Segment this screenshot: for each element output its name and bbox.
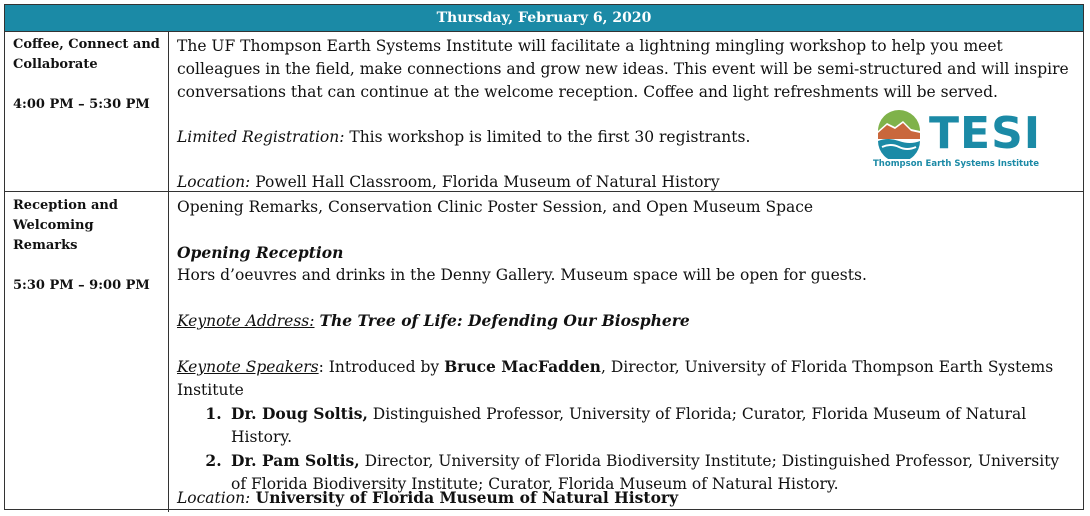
location-line bbox=[177, 486, 678, 510]
session-time: 4:00 PM – 5:30 PM bbox=[13, 97, 150, 112]
keynote-line bbox=[177, 309, 1073, 333]
tesi-logo bbox=[873, 108, 1042, 175]
introducer-name: Bruce MacFadden bbox=[444, 357, 601, 376]
speaker-name: Dr. Doug Soltis, bbox=[231, 404, 368, 423]
keynote-title: The Tree of Life: Defending Our Biosphere bbox=[319, 311, 690, 330]
keynote-label: Keynote Address: bbox=[177, 312, 315, 330]
session-cell bbox=[5, 192, 169, 512]
registration-label: Limited Registration: bbox=[177, 128, 345, 146]
session-intro: Opening Remarks, Conservation Clinic Poster Session, and Open Museum Space bbox=[177, 198, 814, 216]
introducer-title: , Director, University of Florida Thompson Earth Systems Institute bbox=[177, 358, 1054, 399]
session-title: Reception and Welcoming Remarks bbox=[13, 198, 118, 253]
day-header: Thursday, February 6, 2020 bbox=[5, 5, 1083, 32]
speaker-title: Director, University of Florida Biodiversity Institute; Distinguished Professor, University of Florida Biodiversity Institute; Curator, Florida Museum of Natural History. bbox=[231, 452, 1060, 493]
speaker-title: Distinguished Professor, University of Florida; Curator, Florida Museum of Natural History. bbox=[231, 405, 1027, 446]
speakers-intro: : Introduced by bbox=[318, 358, 445, 376]
location-label: Location: bbox=[177, 489, 251, 507]
logo-subtitle: Thompson Earth Systems Institute bbox=[873, 159, 1039, 169]
session-cell bbox=[5, 31, 169, 191]
speaker-name: Dr. Pam Soltis, bbox=[231, 451, 360, 470]
location-text: University of Florida Museum of Natural History bbox=[250, 488, 679, 507]
location-text: Powell Hall Classroom, Florida Museum of Natural History bbox=[250, 173, 720, 191]
list-item bbox=[227, 402, 1073, 449]
session-details bbox=[169, 192, 1083, 512]
location-label: Location: bbox=[177, 173, 251, 191]
registration-text: This workshop is limited to the first 30 registrants. bbox=[344, 128, 751, 146]
schedule-row-coffee bbox=[5, 31, 1083, 191]
session-description: The UF Thompson Earth Systems Institute will facilitate a lightning mingling workshop to help you meet colleagues in the field, make connections and grow new ideas. This event will be semi-structured and will inspire conversations that can continue at the welcome reception. Coffee and light refreshments will be served. bbox=[177, 37, 1069, 101]
schedule-row-reception bbox=[5, 191, 1083, 512]
speaker-list bbox=[177, 402, 1073, 496]
session-time: 5:30 PM – 9:00 PM bbox=[13, 278, 150, 293]
speakers-line bbox=[177, 355, 1073, 402]
schedule-table bbox=[4, 4, 1084, 510]
speakers-label: Keynote Speakers bbox=[177, 358, 319, 376]
reception-text: Hors d’oeuvres and drinks in the Denny Gallery. Museum space will be open for guests. bbox=[177, 266, 867, 284]
reception-title: Opening Reception bbox=[177, 243, 344, 262]
session-title: Coffee, Connect and Collaborate bbox=[13, 37, 160, 72]
tesi-emblem-icon bbox=[873, 109, 925, 159]
logo-wordmark: TESI bbox=[929, 108, 1042, 159]
